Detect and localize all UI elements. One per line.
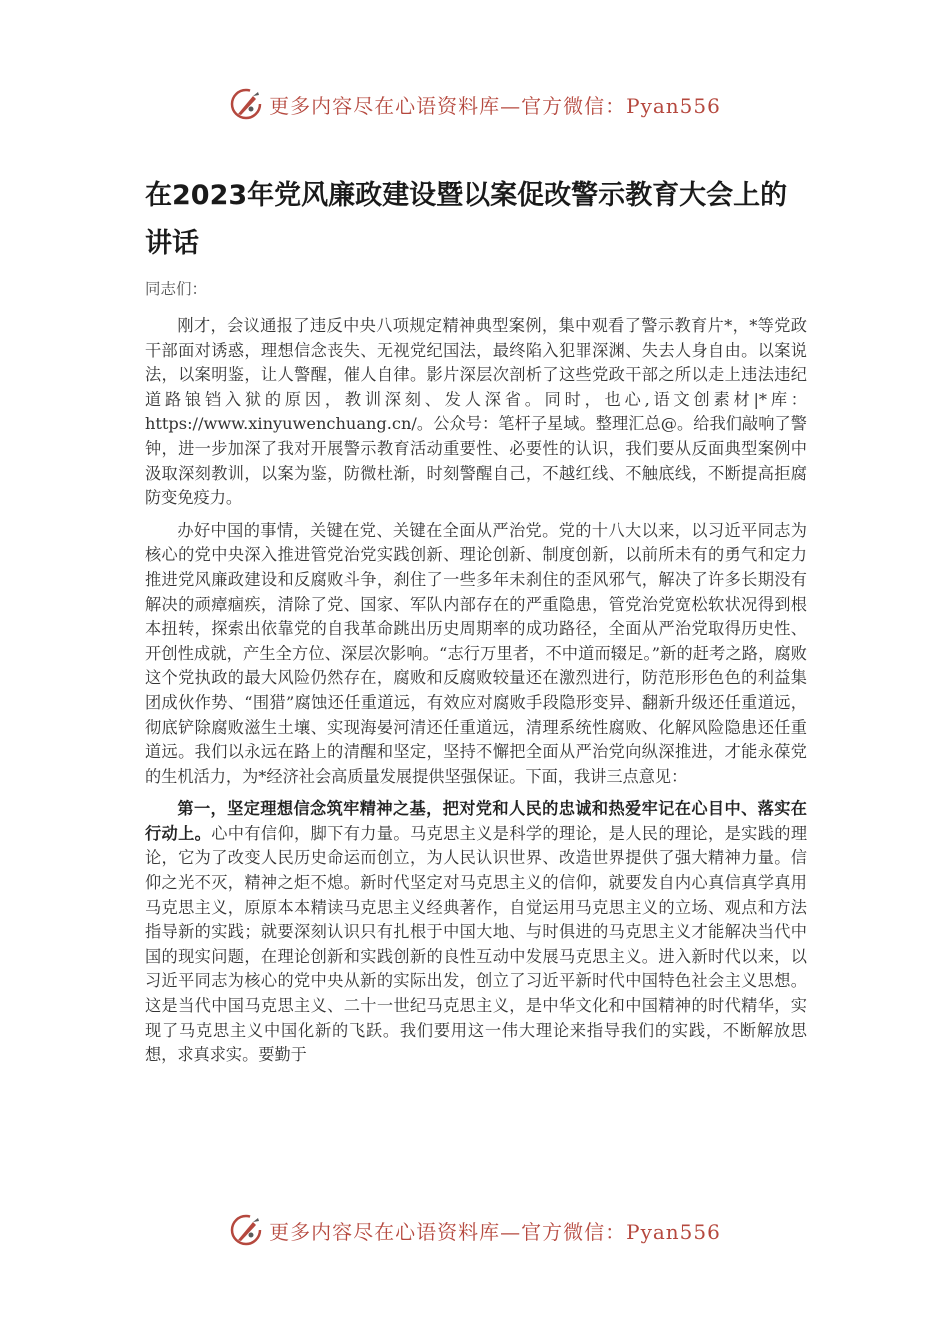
- banner-text: 更多内容尽在心语资料库—官方微信：Pyan556: [269, 93, 721, 118]
- paragraph-3-heading: 第一，坚定理想信念筑牢精神之基，把对党和人民的忠诚和热爱牢记在心目中、落实在行动上。: [145, 799, 807, 843]
- paragraph-3: [145, 797, 807, 1068]
- footer-banner: [0, 1210, 950, 1250]
- page-title: 在2023年党风廉政建设暨以案促改警示教育大会上的讲话: [145, 180, 788, 259]
- document-body: [145, 172, 807, 1076]
- paragraph-2: 办好中国的事情，关键在党、关键在全面从严治党。党的十八大以来，以习近平同志为核心的党中央深入推进管党治党实践创新、理论创新、制度创新，以前所未有的勇气和定力推进党风廉政建设和反腐败斗争，刹住了一些多年未刹住的歪风邪气，解决了许多长期没有解决的顽瘴痼疾，清除了党、国家、军队内部存在的严重隐患，管党治党宽松软状况得到根本扭转，探索出依靠党的自我革命跳出历史周期率的成功路径，全面从严治党取得历史性、开创性成就，产生全方位、深层次影响。“志行万里者，不中道而辍足。”新的赶考之路，腐败这个党执政的最大风险仍然存在，腐败和反腐败较量还在激烈进行，防范形形色色的利益集团成伙作势、“围猎”腐蚀还任重道远，有效应对腐败手段隐形变异、翻新升级还任重道远，彻底铲除腐败滋生土壤、实现海晏河清还任重道远，清理系统性腐败、化解风险隐患还任重道远。我们以永远在路上的清醒和坚定，坚持不懈把全面从严治党向纵深推进，才能永葆党的生机活力，为*经济社会高质量发展提供坚强保证。下面，我讲三点意见：: [145, 520, 807, 786]
- paragraph-3-text: 心中有信仰，脚下有力量。马克思主义是科学的理论，是人民的理论，是实践的理论，它为了改变人民历史命运而创立，为人民认识世界、改造世界提供了强大精神力量。信仰之光不灭，精神之炬不熄。新时代坚定对马克思主义的信仰，就要发自内心真信真学真用马克思主义，原原本本精读马克思主义经典著作，自觉运用马克思主义的立场、观点和方法指导新的实践；就要深刻认识只有扎根于中国大地、与时俱进的马克思主义才能解决当代中国的现实问题，在理论创新和实践创新的良性互动中发展马克思主义。进入新时代以来，以习近平同志为核心的党中央从新的实际出发，创立了习近平新时代中国特色社会主义思想。这是当代中国马克思主义、二十一世纪马克思主义，是中华文化和中国精神的时代精华，实现了马克思主义中国化新的飞跃。我们要用这一伟大理论来指导我们的实践，不断解放思想，求真求实。要勤于: [145, 823, 808, 1065]
- paragraph-1: 刚才，会议通报了违反中央八项规定精神典型案例，集中观看了警示教育片*，*等党政干部面对诱惑，理想信念丧失、无视党纪国法，最终陷入犯罪深渊、失去人身自由。以案说法，以案明鉴，让人警醒，催人自律。影片深层次剖析了这些党政干部之所以走上违法违纪道路锒铛入狱的原因，教训深刻、发人深省。同时，也心,语文创素材|*库：https://www.xinyuwenchuang.cn/。公众号：笔杆子星域。整理汇总@。给我们敲响了警钟，进一步加深了我对开展警示教育活动重要性、必要性的认识，我们要从反面典型案例中汲取深刻教训，以案为鉴，防微杜渐，时刻警醒自己，不越红线、不触底线，不断提高拒腐防变免疫力。: [145, 316, 807, 508]
- header-banner: [0, 84, 950, 124]
- salutation: 同志们：: [145, 280, 208, 298]
- quill-pen-logo-icon: [229, 87, 263, 121]
- quill-pen-logo-icon: [229, 1213, 263, 1247]
- banner-text: 更多内容尽在心语资料库—官方微信：Pyan556: [269, 1219, 721, 1244]
